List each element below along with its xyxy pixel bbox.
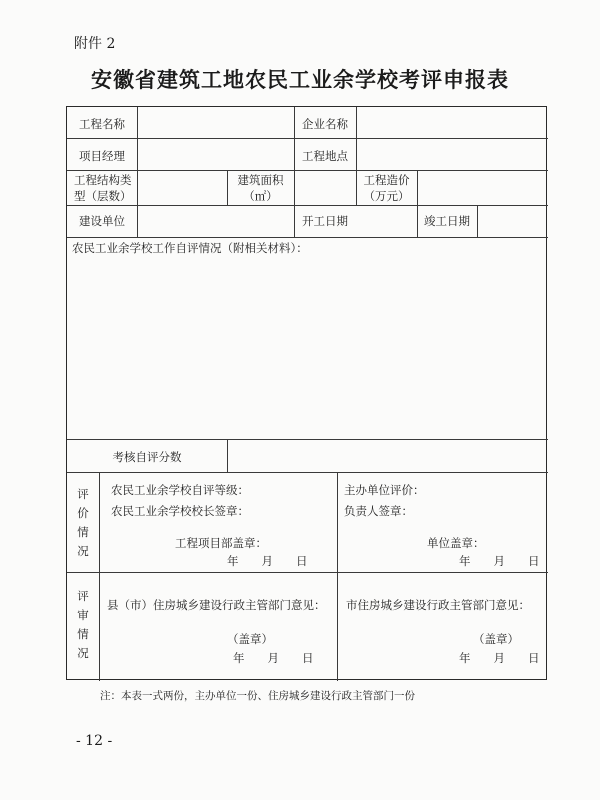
evaluation-side-label: 评价情况 — [77, 487, 89, 558]
row-divider — [67, 439, 548, 440]
row-divider — [67, 138, 548, 139]
project-location-label: 工程地点 — [302, 149, 348, 163]
completion-date-label: 竣工日期 — [424, 214, 470, 228]
row-divider — [67, 205, 548, 206]
county-opinion-label: 县（市）住房城乡建设行政主管部门意见： — [107, 598, 326, 612]
project-dept-seal-label: 工程项目部盖章： — [175, 536, 267, 550]
review-date-left: 年 月 日 — [233, 651, 314, 665]
col-divider — [137, 107, 138, 205]
building-area-label-1: 建筑面积 — [237, 173, 284, 187]
principal-sign-label: 农民工业余学校校长签章： — [111, 504, 249, 518]
col-divider — [137, 205, 138, 237]
col-divider — [477, 205, 478, 237]
builder-label: 建设单位 — [79, 214, 125, 228]
attachment-label: 附件 2 — [74, 36, 116, 52]
col-divider — [356, 107, 357, 170]
city-seal-label: （盖章） — [473, 632, 519, 646]
unit-seal-label: 单位盖章： — [427, 536, 485, 550]
review-side-label: 评审情况 — [77, 589, 89, 660]
school-grade-label: 农民工业余学校自评等级： — [111, 483, 249, 497]
evaluation-date-right: 年 月 日 — [459, 554, 540, 568]
building-area-label-2: （㎡） — [243, 189, 278, 203]
host-evaluation-label: 主办单位评价： — [344, 483, 425, 497]
col-divider — [99, 472, 100, 681]
form-title: 安徽省建筑工地农民工业余学校考评申报表 — [91, 67, 509, 92]
col-divider — [227, 439, 228, 472]
project-manager-label: 项目经理 — [79, 149, 125, 163]
evaluation-date-left: 年 月 日 — [227, 554, 308, 568]
col-divider — [417, 170, 418, 205]
row-divider — [67, 170, 548, 171]
col-divider — [337, 472, 338, 681]
project-cost-label-1: 工程造价 — [363, 173, 410, 187]
structure-type-label-1: 工程结构类 — [74, 173, 132, 187]
row-divider — [67, 237, 548, 238]
self-score-label: 考核自评分数 — [112, 450, 182, 464]
row-divider — [67, 472, 548, 473]
city-opinion-label: 市住房城乡建设行政主管部门意见： — [346, 598, 530, 612]
self-evaluation-prompt: 农民工业余学校工作自评情况（附相关材料）： — [72, 241, 308, 255]
row-divider — [67, 572, 548, 573]
project-name-label: 工程名称 — [79, 117, 125, 131]
county-seal-label: （盖章） — [227, 632, 273, 646]
footnote: 注：本表一式两份，主办单位一份、住房城乡建设行政主管部门一份 — [100, 690, 415, 702]
person-sign-label: 负责人签章： — [344, 504, 413, 518]
review-date-right: 年 月 日 — [459, 651, 540, 665]
application-form-table — [66, 106, 547, 680]
project-cost-label-2: （万元） — [363, 189, 410, 203]
structure-type-label-2: 型（层数） — [74, 189, 132, 203]
col-divider — [294, 170, 295, 205]
company-name-label: 企业名称 — [302, 117, 348, 131]
start-date-label: 开工日期 — [302, 214, 348, 228]
page-number: - 12 - — [76, 733, 113, 749]
